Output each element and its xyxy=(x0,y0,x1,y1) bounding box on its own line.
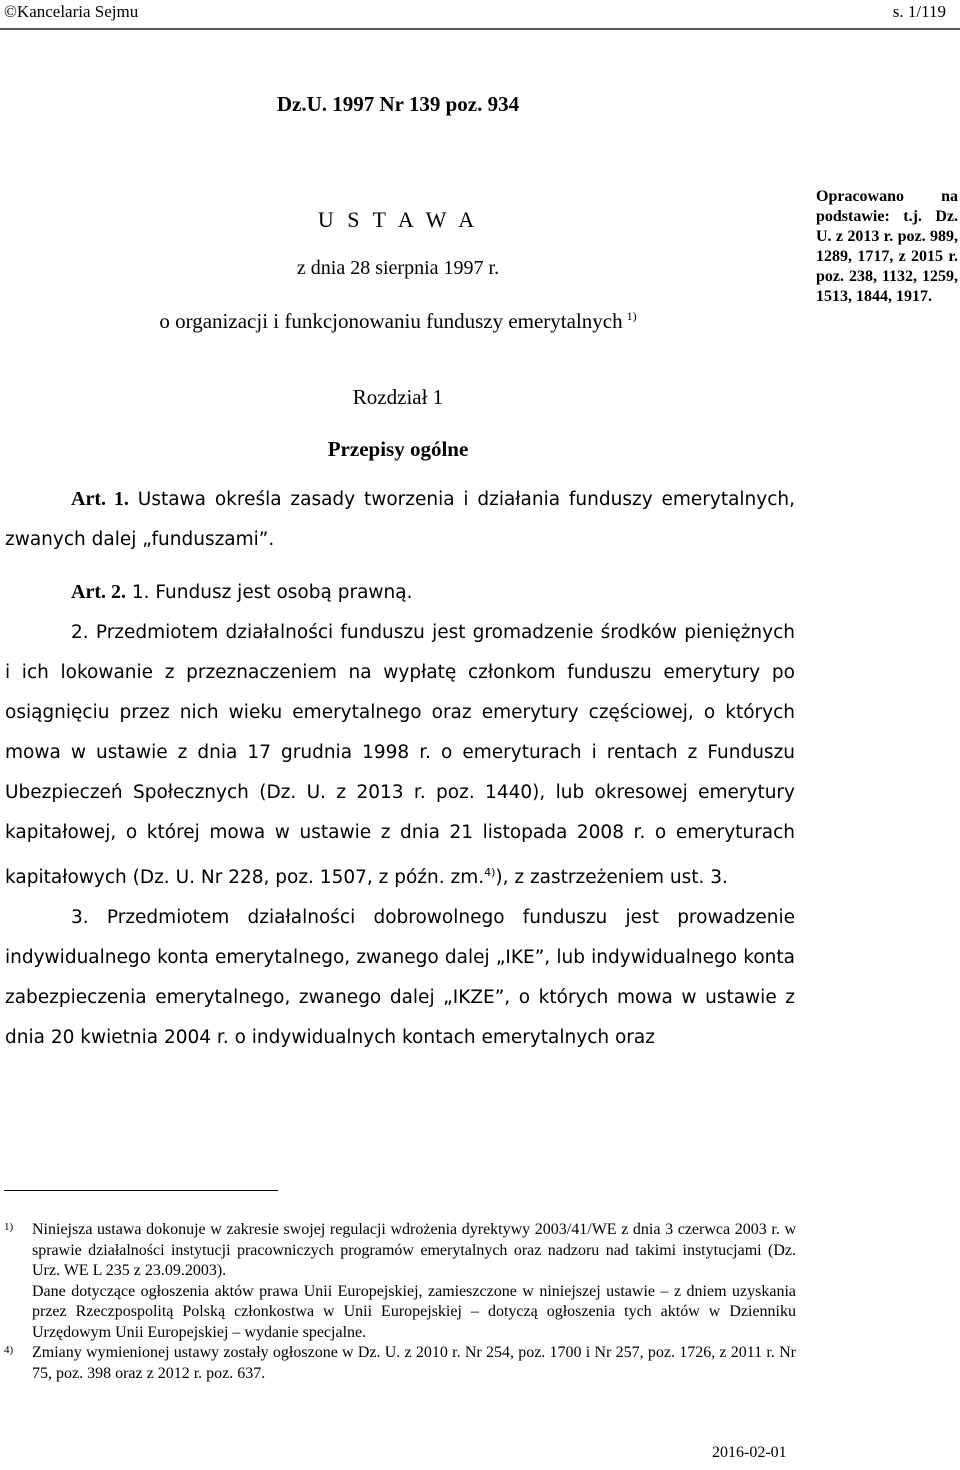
article-1 xyxy=(5,479,795,560)
page-number: s. 1/119 xyxy=(892,2,946,21)
footnote-4 xyxy=(4,1343,796,1384)
footnote-ref-4[interactable]: 4) xyxy=(484,866,496,879)
footnote-4-text: Zmiany wymienionej ustawy zostały ogłoszone w Dz. U. z 2010 r. Nr 254, poz. 1700 i Nr 257, poz. 1726, z 2011 r. Nr 75, poz. 398 oraz z 2012 r. poz. 637. xyxy=(32,1344,796,1382)
article-2-par-1: 1. Fundusz jest osobą prawną. xyxy=(131,582,413,603)
header-source: ©Kancelaria Sejmu xyxy=(4,2,139,21)
footnote-divider xyxy=(4,1190,278,1191)
article-1-label: Art. 1. xyxy=(71,488,129,510)
footer-date: 2016-02-01 xyxy=(712,1444,787,1461)
article-2-par-2-label: 2. xyxy=(71,622,89,643)
footnote-1-text: Niniejsza ustawa dokonuje w zakresie swojej regulacji wdrożenia dyrektywy 2003/41/WE z dnia 3 czerwca 2003 r. w sprawie działalności instytucji pracowniczych programów emerytalnych oraz nadzoru nad takimi instytucjami (Dz. Urz. WE L 235 z 23.09.2003). xyxy=(32,1221,796,1279)
chapter-title: Przepisy ogólne xyxy=(327,437,469,461)
article-2 xyxy=(5,572,795,1058)
chapter-number: Rozdział 1 xyxy=(352,385,444,409)
act-subject-text: o organizacji i funkcjonowaniu funduszy emerytalnych xyxy=(159,309,623,333)
footnote-1 xyxy=(4,1220,796,1282)
article-2-par-2: Przedmiotem działalności funduszu jest gromadzenie środków pieniężnych i ich lokowanie z przeznaczeniem na wypłatę członkom funduszu emerytury po osiągnięciu przez nich wieku emerytalnego oraz emerytury częściowej, o których mowa w ustawie z dnia 17 grudnia 1998 r. o emeryturach i rentach z Funduszu Ubezpieczeń Społecznych (Dz. U. z 2013 r. poz. 1440), lub okresowej emerytury kapitałowej, o której mowa w ustawie z dnia 21 listopada 2008 r. o emeryturach kapitałowych (Dz. U. Nr 228, poz. 1507, z późn. zm. xyxy=(5,622,795,889)
article-2-par-2-end: ), z zastrzeżeniem ust. 3. xyxy=(495,867,728,889)
article-2-par-3: 3. Przedmiotem działalności dobrowolnego funduszu jest prowadzenie indywidualnego konta emerytalnego, zwanego dalej „IKE”, lub indywidualnego konta zabezpieczenia emerytalnego, zwanego dalej „IKZE”, o których mowa w ustawie z dnia 20 kwietnia 2004 r. o indywidualnych kontach emerytalnych oraz xyxy=(5,907,795,1049)
article-1-text: Ustawa określa zasady tworzenia i działania funduszy emerytalnych, zwanych dalej „funduszami”. xyxy=(5,489,796,550)
footnotes xyxy=(4,1220,796,1384)
act-date: z dnia 28 sierpnia 1997 r. xyxy=(296,257,500,279)
act-subject xyxy=(118,309,678,334)
article-2-label: Art. 2. xyxy=(71,581,126,603)
header-divider xyxy=(0,28,960,30)
footnote-ref-1[interactable]: 1) xyxy=(626,309,637,323)
footnote-1-mark: 1) xyxy=(4,1221,14,1233)
footnote-4-mark: 4) xyxy=(4,1344,14,1356)
journal-reference: Dz.U. 1997 Nr 139 poz. 934 xyxy=(276,92,520,116)
footnote-1-continuation: Dane dotyczące ogłoszenia aktów prawa Unii Europejskiej, zamieszczone w niniejszej ustawie – z dniem uzyskania przez Rzeczpospolitą Polską członkostwa w Unii Europejskiej – dotyczą ogłoszenia tych aktów w Dzienniku Urzędowym Unii Europejskiej – wydanie specjalne. xyxy=(32,1282,796,1341)
consolidation-note: Opracowano na podstawie: t.j. Dz. U. z 2013 r. poz. 989, 1289, 1717, z 2015 r. poz. 238, 1132, 1259, 1513, 1844, 1917. xyxy=(816,188,958,305)
act-type-title: U S T A W A xyxy=(317,207,479,232)
